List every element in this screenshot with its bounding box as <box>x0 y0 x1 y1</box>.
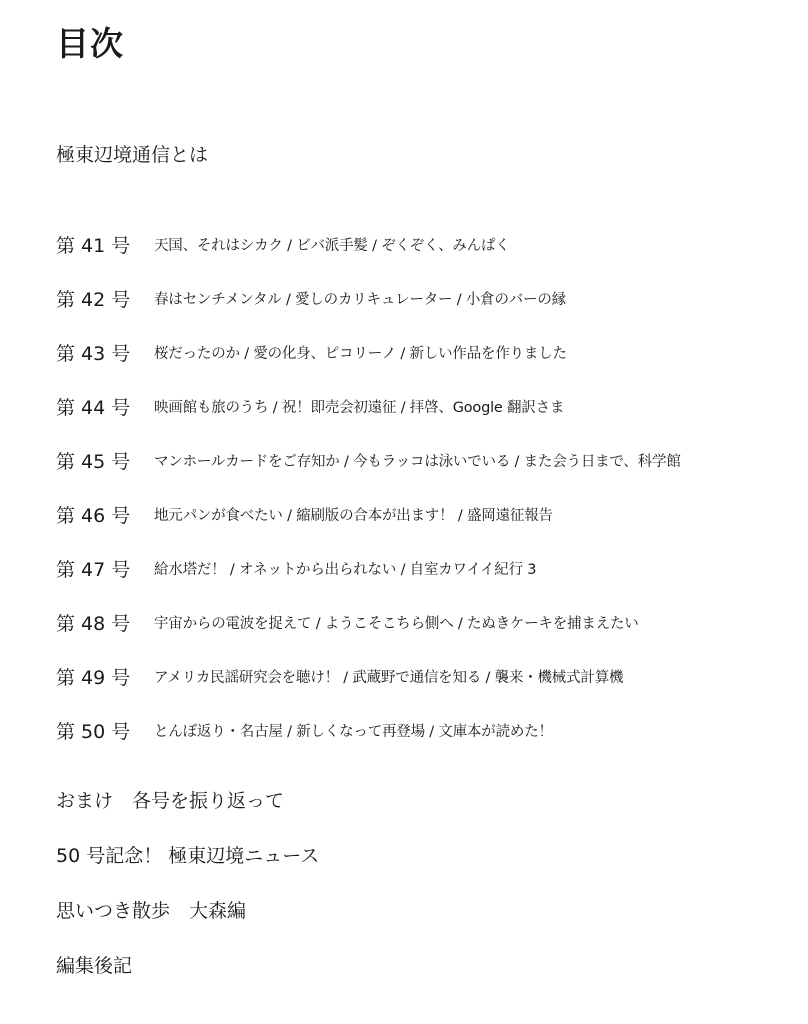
toc-entry-omori-walk[interactable]: 思いつき散歩 大森編 <box>56 899 247 922</box>
issue-number: 第 46 号 <box>56 505 131 527</box>
toc-entry-issue[interactable] <box>56 597 796 651</box>
issue-number: 第 43 号 <box>56 343 131 365</box>
issue-number: 第 47 号 <box>56 559 131 581</box>
extra-list <box>56 773 319 993</box>
issue-topics: 春はセンチメンタル / 愛しのカリキュレーター / 小倉のバーの縁 <box>154 292 566 308</box>
issue-topics: 天国、それはシカク / ビバ派手髪 / ぞくぞく、みんぱく <box>154 238 510 254</box>
issue-number: 第 42 号 <box>56 289 131 311</box>
toc-entry-omake[interactable]: おまけ 各号を振り返って <box>56 789 285 812</box>
issue-number: 第 49 号 <box>56 667 131 689</box>
issue-topics: アメリカ民謡研究会を聴け！ / 武蔵野で通信を知る / 襲来・機械式計算機 <box>154 670 624 686</box>
issue-topics: マンホールカードをご存知か / 今もラッコは泳いでいる / また会う日まで、科学館 <box>154 454 681 470</box>
page-title: 目次 <box>56 24 124 63</box>
toc-entry-afterword[interactable]: 編集後記 <box>56 954 133 977</box>
issue-topics: 桜だったのか / 愛の化身、ピコリーノ / 新しい作品を作りました <box>154 346 567 362</box>
toc-entry-issue[interactable] <box>56 381 796 435</box>
toc-entry-50-news[interactable]: 50 号記念！ 極東辺境ニュース <box>56 844 320 867</box>
issue-number: 第 44 号 <box>56 397 131 419</box>
toc-entry-issue[interactable] <box>56 273 796 327</box>
issue-topics: とんぼ返り・名古屋 / 新しくなって再登場 / 文庫本が読めた！ <box>154 724 553 740</box>
toc-entry-issue[interactable] <box>56 327 796 381</box>
issue-number: 第 41 号 <box>56 235 131 257</box>
toc-entry-issue[interactable] <box>56 219 796 273</box>
toc-entry-intro[interactable]: 極東辺境通信とは <box>56 144 209 166</box>
issue-number: 第 45 号 <box>56 451 131 473</box>
issue-topics: 地元パンが食べたい / 縮刷版の合本が出ます！ / 盛岡遠征報告 <box>154 508 553 524</box>
toc-entry-issue[interactable] <box>56 435 796 489</box>
toc-entry-issue[interactable] <box>56 705 796 759</box>
toc-entry-issue[interactable] <box>56 489 796 543</box>
issue-number: 第 50 号 <box>56 721 131 743</box>
issue-topics: 映画館も旅のうち / 祝！即売会初遠征 / 拝啓、Google 翻訳さま <box>154 400 565 416</box>
issue-list <box>56 219 796 759</box>
toc-entry-issue[interactable] <box>56 651 796 705</box>
issue-topics: 給水塔だ！ / オネットから出られない / 自室カワイイ紀行 3 <box>154 562 537 578</box>
toc-entry-issue[interactable] <box>56 543 796 597</box>
issue-topics: 宇宙からの電波を捉えて / ようこそこちら側へ / たぬきケーキを捕まえたい <box>154 616 639 632</box>
issue-number: 第 48 号 <box>56 613 131 635</box>
